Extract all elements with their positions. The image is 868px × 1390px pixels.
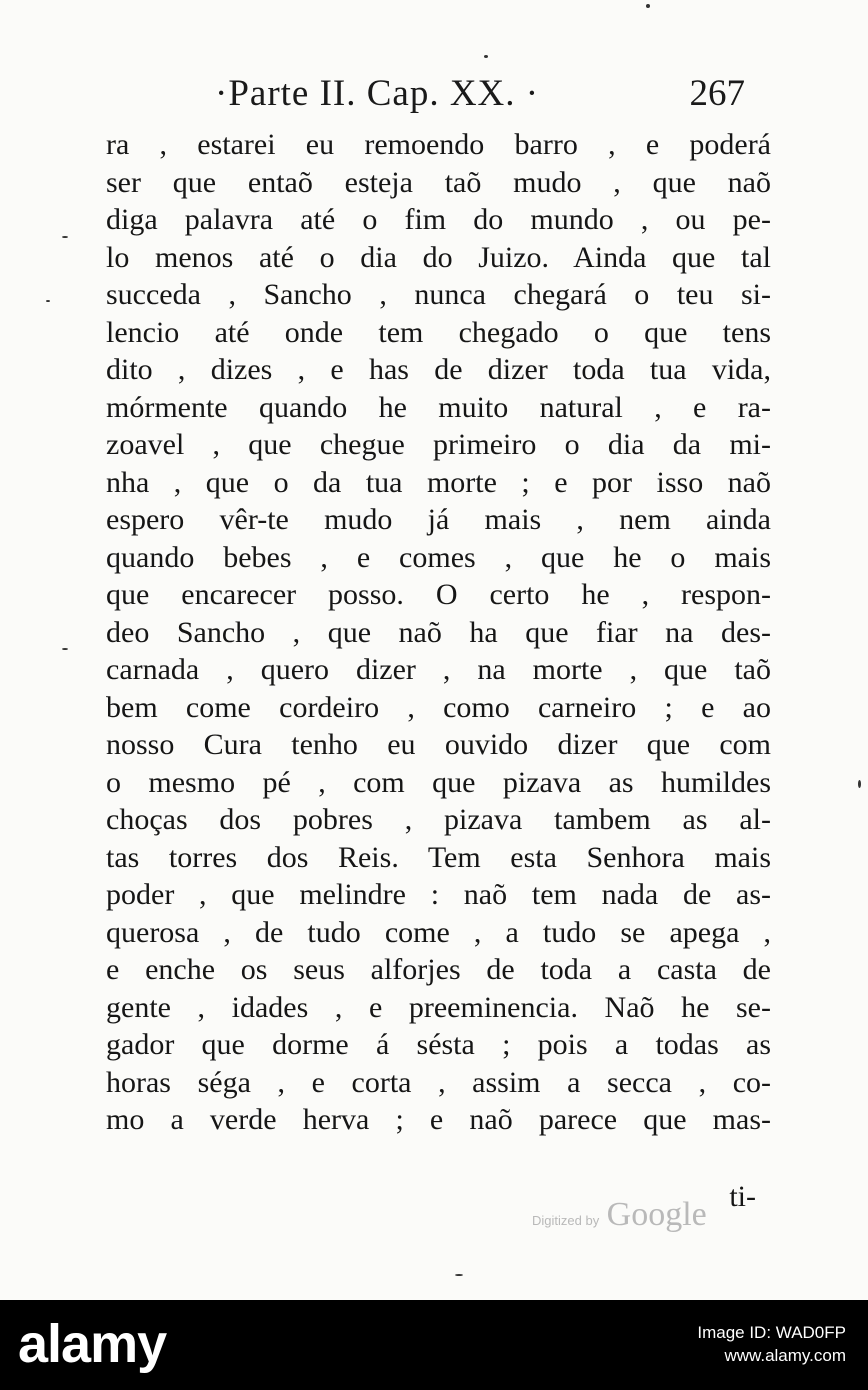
text-line: deo Sancho , que naõ ha que fiar na des- [106,615,771,649]
text-line: nosso Cura tenho eu ouvido dizer que com [106,728,771,761]
text-line: ra , estarei eu remoendo barro , e poderá [106,128,771,161]
text-line: tas torres dos Reis. Tem esta Senhora mais [106,840,771,874]
text-line: querosa , de tudo come , a tudo se apega , [106,915,771,949]
text-line: gente , idades , e preeminencia. Naõ he se- [106,990,771,1024]
ink-speck [62,648,68,650]
text-line: o mesmo pé , com que pizava as humildes [106,765,771,799]
text-line: dito , dizes , e has de dizer toda tua vida, [106,353,771,386]
ink-speck [455,1274,463,1276]
page-number: 267 [689,73,745,114]
text-line: gador que dorme á sésta ; pois a todas as [106,1028,771,1061]
running-head: ·Parte II. Cap. XX. · [215,73,540,114]
ink-speck [62,236,68,238]
text-line: choças dos pobres , pizava tambem as al- [106,803,771,836]
stock-footer-bar [0,1300,868,1390]
text-line: succeda , Sancho , nunca chegará o teu si- [106,278,771,311]
site-url: www.alamy.com [724,1346,846,1365]
ink-speck [646,4,650,8]
alamy-logo: alamy [18,1314,167,1374]
text-line: zoavel , que chegue primeiro o dia da mi- [106,428,771,461]
text-line: lencio até onde tem chegado o que tens [106,315,771,349]
footer-info [697,1322,846,1368]
ink-speck [46,300,50,302]
text-line: poder , que melindre : naõ tem nada de as- [106,878,771,911]
text-line: mo a verde herva ; e naõ parece que mas- [106,1103,771,1136]
image-id: Image ID: WAD0FP [697,1323,846,1342]
digitized-prefix: Digitized by [532,1213,600,1228]
catchword: ti- [729,1180,756,1213]
text-line: que encarecer posso. O certo he , respon- [106,578,771,611]
page-header [215,72,765,120]
text-line: horas séga , e corta , assim a secca , co- [106,1065,771,1099]
text-line: quando bebes , e comes , que he o mais [106,540,771,574]
body-text [106,126,771,1139]
text-line: bem come cordeiro , como carneiro ; e ao [106,690,771,724]
text-line: lo menos até o dia do Juizo. Ainda que tal [106,240,771,274]
text-line: nha , que o da tua morte ; e por isso naõ [106,465,771,499]
text-line: e enche os seus alforjes de toda a casta de [106,953,771,986]
text-line: mórmente quando he muito natural , e ra- [106,390,771,424]
text-line: ser que entaõ esteja taõ mudo , que naõ [106,165,771,199]
text-line: carnada , quero dizer , na morte , que taõ [106,653,771,686]
text-line: espero vêr-te mudo já mais , nem ainda [106,503,771,536]
text-line: diga palavra até o fim do mundo , ou pe- [106,203,771,236]
ink-speck [858,780,861,788]
google-wordmark: Google [606,1196,707,1233]
digitized-watermark [532,1196,707,1234]
ink-speck [484,55,488,58]
